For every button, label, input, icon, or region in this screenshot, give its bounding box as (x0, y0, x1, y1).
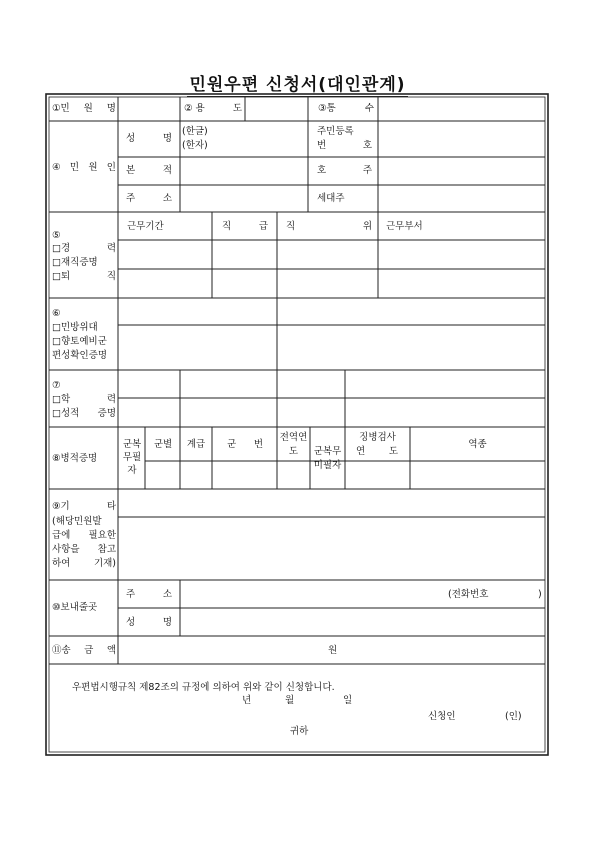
employment-cert-option[interactable]: □재직증명 (52, 257, 98, 268)
declaration-text: 우편법시행규칙 제82조의 규정에 의하여 위와 같이 신청합니다. (72, 682, 335, 693)
branch-header: 군별 (153, 439, 173, 450)
exemption-header: 역종 (468, 439, 487, 450)
retirement-option[interactable]: □퇴 직 (52, 271, 116, 282)
date-month-label: 월 (285, 695, 295, 706)
applicant-name-label: 성 명 (126, 133, 172, 144)
military-record-label: ⑧병적증명 (52, 453, 98, 464)
organization-cert-label: 편성확인증명 (52, 350, 108, 361)
not-served-line2: 미필자 (313, 460, 342, 471)
name-hanja-label: (한자) (182, 140, 208, 151)
other-note-line4: 하여 기재) (52, 558, 116, 569)
head-of-household-label: 세대주 (317, 193, 345, 204)
recipient-label: ⑩보내줄곳 (52, 602, 98, 613)
recipient-name-label: 성 명 (126, 617, 172, 628)
addressee-label: 귀하 (290, 726, 309, 737)
household-head-label: 호 주 (317, 165, 372, 176)
date-day-label: 일 (343, 695, 353, 706)
rrn-label-line1: 주민등록 (317, 126, 354, 137)
recipient-name-field[interactable] (182, 610, 543, 634)
discharge-year-line2: 도 (288, 446, 299, 457)
petition-name-field[interactable] (120, 99, 178, 119)
rrn-label-line2: 번 호 (317, 140, 372, 151)
form-title: 민원우편 신청서(대인관계) (189, 75, 406, 95)
work-period-header: 근무기간 (127, 221, 164, 232)
domicile-field[interactable] (182, 159, 306, 183)
remittance-unit: 원 (328, 645, 338, 656)
education-option[interactable]: □학 력 (52, 394, 116, 405)
head-of-household-field[interactable] (380, 187, 543, 210)
applicant-address-field[interactable] (182, 187, 306, 210)
remittance-field[interactable] (120, 638, 320, 662)
remittance-label: ⑪송 금 액 (52, 645, 116, 656)
discharge-year-line1: 전역연 (279, 432, 308, 443)
position-header: 직 위 (286, 221, 372, 232)
date-year-label: 년 (242, 695, 252, 706)
grades-option[interactable]: □성적 증명 (52, 408, 116, 419)
copies-field[interactable] (380, 99, 543, 119)
served-done-line3: 자 (127, 465, 137, 476)
career-option[interactable]: □경 력 (52, 243, 116, 254)
petition-name-label: ①민 원 명 (52, 103, 116, 114)
name-hangul-label: (한글) (182, 126, 208, 137)
other-note-line2: 급에 필요한 (52, 530, 116, 541)
copies-label: ③통 수 (318, 103, 374, 114)
served-done-line2: 무필 (122, 452, 142, 463)
department-header: 근무부서 (386, 221, 423, 232)
served-done-line1: 군복 (122, 439, 142, 450)
conscription-exam-line1: 징병검사 (359, 432, 396, 443)
recipient-phone-label: (전화번호 (448, 589, 489, 600)
other-field[interactable] (120, 491, 543, 578)
household-head-field[interactable] (380, 159, 543, 183)
purpose-field[interactable] (247, 99, 306, 119)
military-rank-header: 계급 (186, 439, 206, 450)
applicant-address-label: 주 소 (126, 193, 172, 204)
applicant-label: ④ 민 원 인 (52, 162, 116, 173)
other-note-line1: (해당민원발 (52, 516, 102, 527)
reserve-forces-option[interactable]: □향토예비군 (52, 336, 107, 347)
seal-mark[interactable]: (인) (505, 711, 522, 722)
career-number: ⑤ (52, 230, 61, 241)
other-label: ⑨기 타 (52, 501, 116, 512)
rrn-field[interactable] (380, 123, 543, 155)
applicant-signature-label: 신청인 (428, 711, 456, 722)
recipient-address-label: 주 소 (126, 589, 172, 600)
conscription-exam-line2: 연 도 (356, 446, 398, 457)
civil-defense-option[interactable]: □민방위대 (52, 322, 98, 333)
recipient-phone-close: ) (538, 589, 542, 600)
other-note-line3: 사항을 참고 (52, 544, 116, 555)
domicile-label: 본 적 (126, 165, 172, 176)
recipient-address-field[interactable] (182, 582, 442, 606)
rank-header: 직 급 (222, 221, 268, 232)
service-number-header: 군 번 (227, 439, 263, 450)
not-served-line1: 군복무 (313, 446, 342, 457)
civil-defense-number: ⑥ (52, 308, 61, 319)
purpose-label: ② 용 도 (184, 103, 242, 114)
applicant-name-field[interactable] (210, 123, 306, 155)
academic-number: ⑦ (52, 380, 61, 391)
